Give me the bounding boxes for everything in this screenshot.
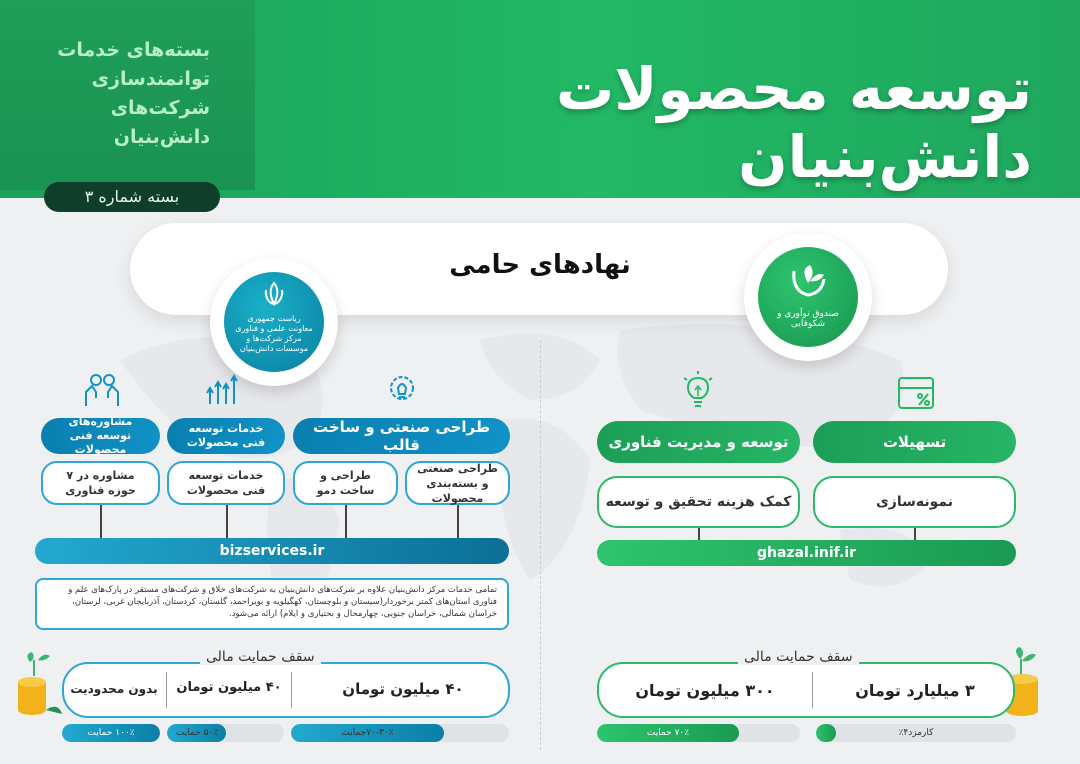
item-rd-grant[interactable]: کمک هزینه تحقیق و توسعه <box>597 476 800 528</box>
category-technical-consulting[interactable]: مشاوره‌های توسعه فنی محصولات <box>41 418 160 454</box>
bundle-line: دانش‌بنیان <box>113 126 210 148</box>
page-title: توسعه محصولات دانش‌بنیان <box>556 55 1032 191</box>
innovation-fund-logo <box>744 233 872 361</box>
connector-line <box>100 505 102 538</box>
connector-line <box>914 528 916 540</box>
category-technical-development[interactable]: خدمات توسعه فنی محصولات <box>167 418 285 454</box>
support-bar-label: ۵۰٪ حمایت <box>175 728 219 738</box>
item-prototyping[interactable]: نمونه‌سازی <box>813 476 1016 528</box>
left-finance-value-2: ۴۰ میلیون تومان <box>176 680 282 695</box>
finance-divider <box>166 672 167 708</box>
center-divider <box>540 340 541 750</box>
tech-vice-presidency-logo <box>210 258 338 386</box>
connector-line <box>226 505 228 538</box>
bundle-number-badge: بسته شماره ۳ <box>44 182 220 212</box>
fee-bar-label: کارمزد۴٪ <box>898 728 934 738</box>
left-finance-label: سقف حمایت مالی <box>200 649 321 665</box>
growth-arrows-icon <box>204 372 240 408</box>
coins-plant-icon <box>10 650 70 720</box>
support-bar-label: ۱۰۰٪ حمایت <box>87 728 135 738</box>
right-logo-text: صندوق نوآوری و شکوفایی <box>777 309 839 329</box>
left-logo-text: ریاست جمهوری معاونت علمی و فناوری مرکز شرکت‌ها و موسسات دانش‌بنیان <box>235 314 313 353</box>
connector-line <box>457 505 459 538</box>
support-bar-label: ۷۰٪ حمایت <box>646 728 690 738</box>
discount-box-icon <box>896 374 936 412</box>
finance-divider <box>291 672 292 708</box>
eligibility-note: تمامی خدمات مرکز دانش‌بنیان علاوه بر شرکت‌های دانش‌بنیان به شرکت‌های خلاق و شرکت‌های مستقر در پارک‌های علم و فناوری استان‌های کمتر برخوردار(سیستان و بلوچستان، کهگیلویه و بویراحمد، گلستان، کردستان، آذربایجان غربی، لرستان، خراسان شمالی، خراسان جنوبی، چهارمحال و بختیاری و ایلام) ارائه می‌شود. <box>35 578 509 630</box>
left-finance-value-3: بدون محدودیت <box>70 682 158 696</box>
right-finance-value-1: ۳ میلیارد تومان <box>855 681 975 700</box>
lightbulb-icon <box>680 370 716 410</box>
connector-line <box>345 505 347 538</box>
category-facilities[interactable]: تسهیلات <box>813 421 1016 463</box>
ghazal-link[interactable]: ghazal.inif.ir <box>597 540 1016 566</box>
finance-divider <box>812 672 813 708</box>
right-finance-value-2: ۳۰۰ میلیون تومان <box>635 681 775 700</box>
item-demo-building[interactable]: طراحی و ساخت دمو <box>293 461 398 505</box>
bundle-line: شرکت‌های <box>110 97 210 119</box>
item-consulting-7-fields[interactable]: مشاوره در ۷ حوزه فناوری <box>41 461 160 505</box>
bundle-line: توانمندسازی <box>91 68 210 90</box>
right-finance-label: سقف حمایت مالی <box>738 649 859 665</box>
category-industrial-design[interactable]: طراحی صنعتی و ساخت قالب <box>293 418 510 454</box>
support-bar-label: ۷۰-۳۰٪حمایت <box>341 728 394 738</box>
item-technical-development-services[interactable]: خدمات توسعه فنی محصولات <box>167 461 285 505</box>
connector-line <box>698 528 700 540</box>
bundle-title <box>40 36 210 152</box>
left-finance-value-1: ۴۰ میلیون تومان <box>342 680 464 698</box>
gear-bulb-icon <box>384 372 420 408</box>
hands-gears-icon <box>82 372 122 408</box>
category-tech-management[interactable]: توسعه و مدیریت فناوری <box>597 421 800 463</box>
emblem-icon <box>260 280 288 308</box>
bundle-line: بسته‌های خدمات <box>57 39 210 61</box>
item-industrial-packaging[interactable]: طراحی صنعتی و بسته‌بندی محصولات <box>405 461 510 505</box>
sprout-icon <box>786 261 830 301</box>
bizservices-link[interactable]: bizservices.ir <box>35 538 509 564</box>
supporters-title: نهادهای حامی <box>449 250 631 280</box>
